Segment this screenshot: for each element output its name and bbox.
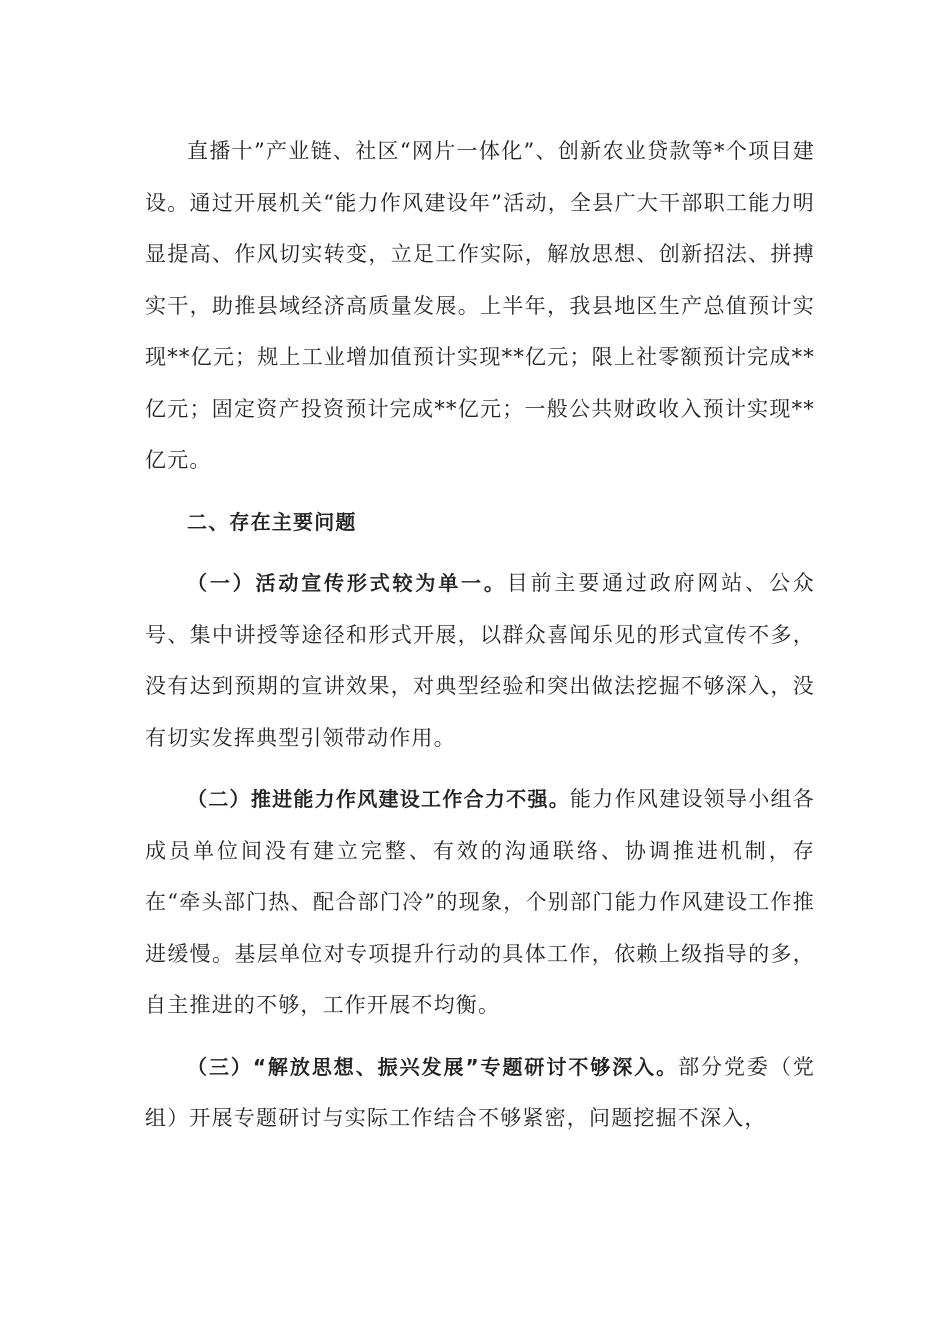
issue-text-3: 部分党委（党组）开展专题研讨与实际工作结合不够紧密，问题挖掘不深入， [145, 1054, 815, 1130]
issue-paragraph-2 [145, 774, 815, 1032]
intro-paragraph: 直播十”产业链、社区“网片一体化”、创新农业贷款等*个项目建设。通过开展机关“能力作风建设年”活动，全县广大干部职工能力明显提高、作风切实转变，立足工作实际，解放思想、创新招法、拼搏实干，助推县域经济高质量发展。上半年，我县地区生产总值预计实现**亿元；规上工业增加值预计实现**亿元；限上社零额预计完成**亿元；固定资产投资预计完成**亿元；一般公共财政收入预计实现**亿元。 [145, 139, 815, 472]
issue-text-2: 能力作风建设领导小组各成员单位间没有建立完整、有效的沟通联络、协调推进机制，存在“牵头部门热、配合部门冷”的现象，个别部门能力作风建设工作推进缓慢。基层单位对专项提升行动的具体工作，依赖上级指导的多，自主推进的不够，工作开展不均衡。 [145, 787, 815, 1017]
issue-paragraph-3 [145, 1042, 815, 1145]
section-heading-main-problems: 二、存在主要问题 [187, 509, 357, 534]
issue-paragraph-1 [145, 558, 815, 764]
issue-text-1: 目前主要通过政府网站、公众号、集中讲授等途径和形式开展，以群众喜闻乐见的形式宣传不多，没有达到预期的宣讲效果，对典型经验和突出做法挖掘不够深入，没有切实发挥典型引领带动作用。 [145, 571, 815, 750]
issue-lead-1: （一）活动宣传形式较为单一。 [187, 571, 507, 595]
document-body [145, 126, 815, 1145]
issue-lead-2: （二）推进能力作风建设工作合力不强。 [187, 787, 571, 811]
issue-lead-3: （三）“解放思想、振兴发展”专题研讨不够深入。 [187, 1054, 679, 1079]
